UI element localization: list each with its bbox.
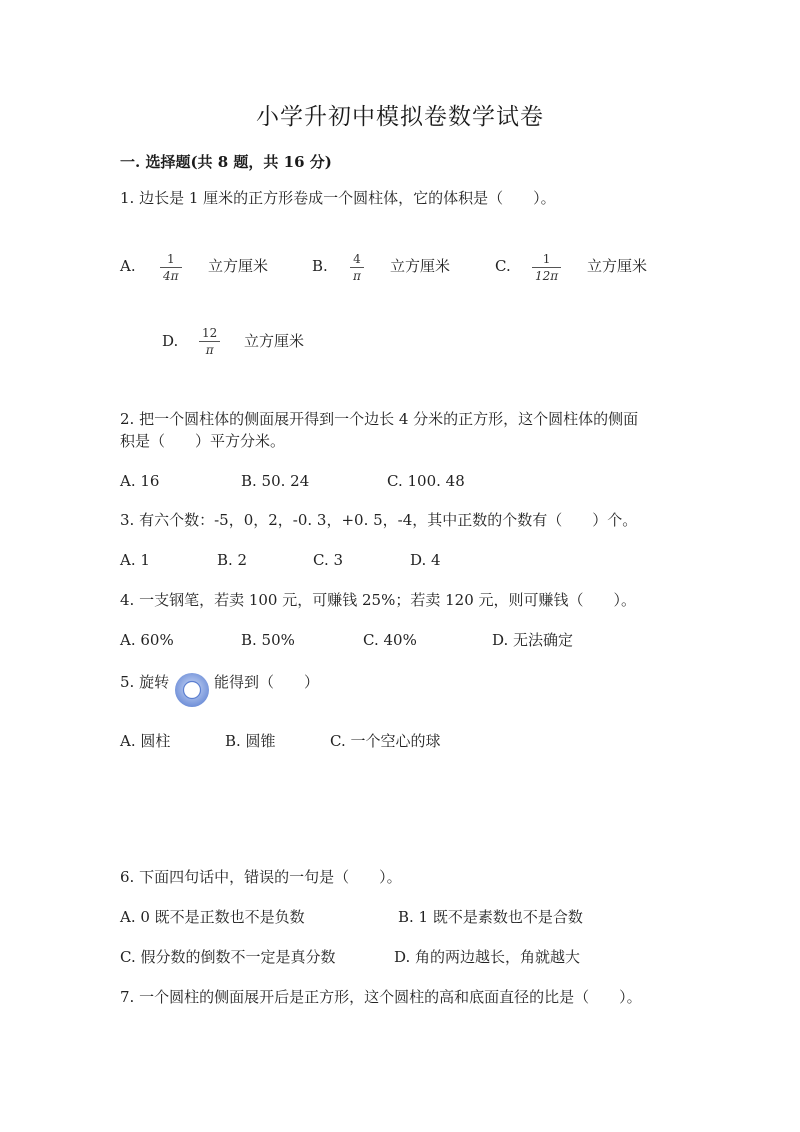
q1-option-d-fraction	[199, 327, 220, 356]
page-title: 小学升初中模拟卷数学试卷	[256, 104, 544, 130]
question-5-stem-start: 5. 旋转	[120, 673, 170, 691]
question-2-stem-line-2: 积是（ ）平方分米。	[120, 432, 286, 450]
q1-option-b-unit: 立方厘米	[390, 257, 451, 275]
q1-option-b-letter: B.	[312, 257, 328, 275]
q6-option-a: A. 0 既不是正数也不是负数	[120, 908, 305, 926]
q4-option-a: A. 60%	[120, 631, 174, 649]
q1-option-c-unit: 立方厘米	[587, 257, 648, 275]
question-7-stem: 7. 一个圆柱的侧面展开后是正方形，这个圆柱的高和底面直径的比是（ ）。	[120, 988, 642, 1006]
q6-option-d: D. 角的两边越长，角就越大	[394, 948, 581, 966]
q1-option-a-fraction	[160, 253, 182, 282]
q6-option-b: B. 1 既不是素数也不是合数	[398, 908, 583, 926]
question-5-stem-end: 能得到（ ）	[214, 673, 320, 691]
fraction-denominator: π	[205, 343, 214, 357]
question-6-stem: 6. 下面四句话中，错误的一句是（ ）。	[120, 868, 402, 886]
q5-option-b: B. 圆锥	[225, 732, 276, 750]
q3-option-b: B. 2	[217, 551, 248, 569]
q2-option-b: B. 50. 24	[241, 472, 310, 490]
q3-option-d: D. 4	[410, 551, 441, 569]
q2-option-a: A. 16	[120, 472, 160, 490]
q1-option-d-letter: D.	[162, 332, 179, 350]
question-4-stem: 4. 一支钢笔，若卖 100 元，可赚钱 25%；若卖 120 元，则可赚钱（ ）。	[120, 591, 637, 609]
fraction-numerator: 1	[542, 252, 551, 266]
q4-option-c: C. 40%	[363, 631, 417, 649]
q1-option-b-fraction	[350, 253, 364, 282]
q1-option-c-fraction	[532, 253, 561, 282]
fraction-denominator: π	[353, 269, 361, 283]
q6-option-c: C. 假分数的倒数不一定是真分数	[120, 948, 336, 966]
q2-option-c: C. 100. 48	[387, 472, 465, 490]
fraction-denominator: 12π	[535, 269, 559, 283]
question-1-stem: 1. 边长是 1 厘米的正方形卷成一个圆柱体，它的体积是（ ）。	[120, 189, 556, 207]
fraction-denominator: 4π	[163, 269, 179, 283]
fraction-numerator: 4	[353, 252, 361, 266]
q5-option-c: C. 一个空心的球	[330, 732, 441, 750]
q1-option-a-letter: A.	[120, 257, 136, 275]
q4-option-b: B. 50%	[241, 631, 295, 649]
q1-option-a-unit: 立方厘米	[208, 257, 269, 275]
q5-option-a: A. 圆柱	[120, 732, 171, 750]
question-2-stem-line-1: 2. 把一个圆柱体的侧面展开得到一个边长 4 分米的正方形，这个圆柱体的侧面	[120, 410, 639, 428]
section-heading: 一. 选择题(共 8 题，共 16 分)	[120, 153, 332, 171]
question-3-stem: 3. 有六个数：-5，0，2，-0. 3，+0. 5，-4，其中正数的个数有（ ）个。	[120, 511, 638, 529]
q3-option-c: C. 3	[313, 551, 344, 569]
ring-icon	[172, 670, 212, 710]
q4-option-d: D. 无法确定	[492, 631, 574, 649]
q1-option-d-unit: 立方厘米	[244, 332, 305, 350]
fraction-numerator: 1	[166, 252, 175, 266]
q3-option-a: A. 1	[120, 551, 150, 569]
q1-option-c-letter: C.	[495, 257, 511, 275]
fraction-numerator: 12	[202, 326, 218, 340]
